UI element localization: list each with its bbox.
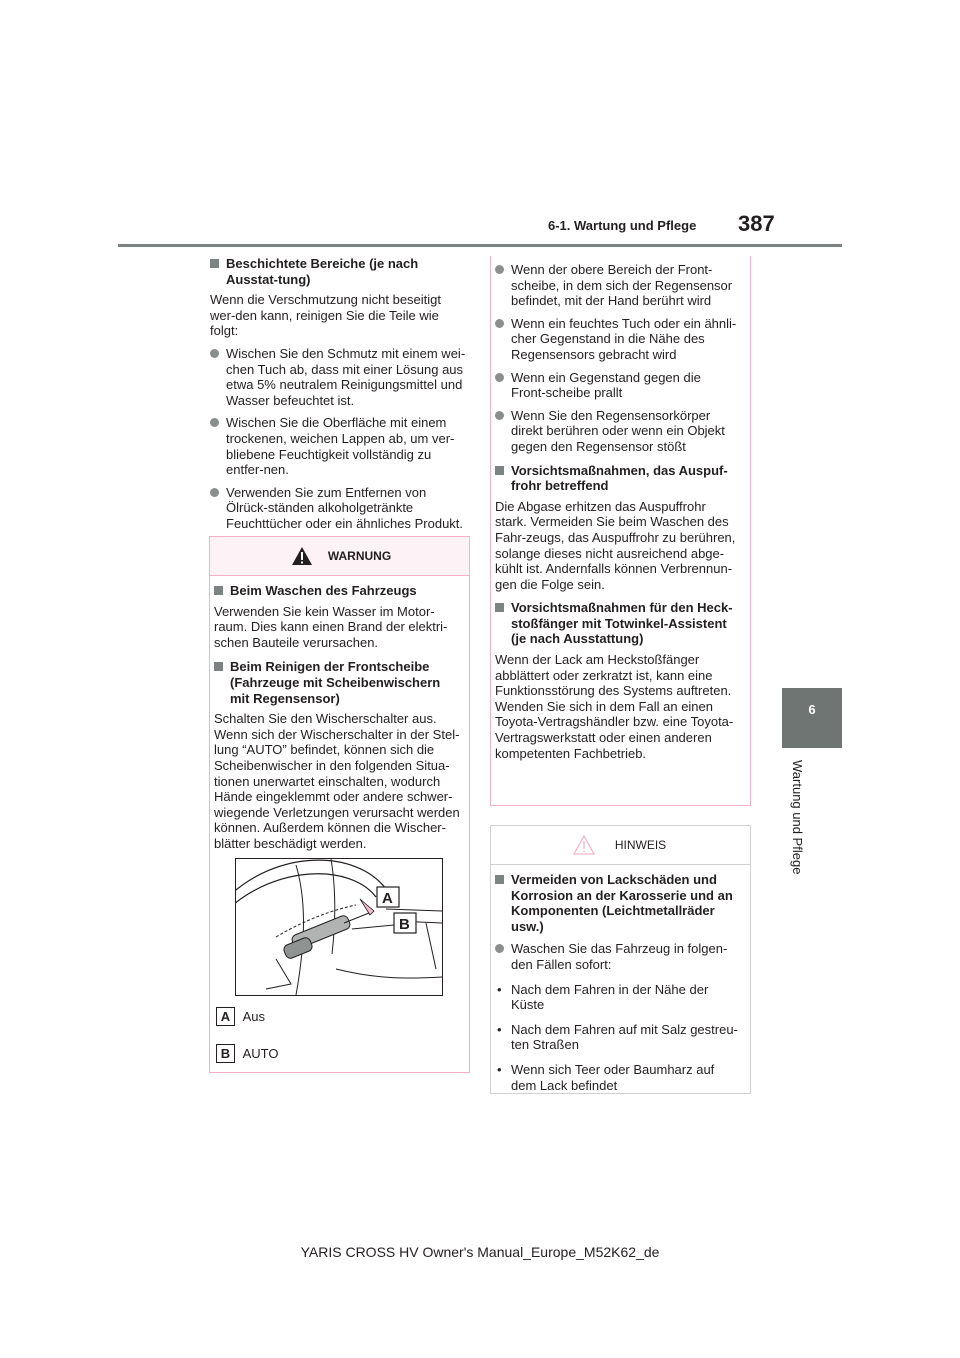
list-item: • Wenn sich Teer oder Baumharz auf dem Lack befindet [497, 1061, 715, 1093]
square-bullet-icon [495, 466, 504, 475]
svg-text:A: A [382, 890, 393, 907]
warning-continued-content [495, 262, 739, 761]
round-bullet-icon [495, 319, 504, 328]
notice-box [490, 825, 751, 1094]
list-item: Waschen Sie das Fahrzeug in folgen-den Fällen sofort: [495, 941, 741, 972]
round-bullet-icon [210, 418, 219, 427]
square-bullet-icon [214, 586, 223, 595]
list-item: Wischen Sie den Schmutz mit einem wei-chen Tuch ab, dass mit einer Lösung aus etwa 5% neutralem Reinigungsmittel und Wasser befeuchtet ist. [210, 346, 468, 408]
square-bullet-icon [495, 875, 504, 884]
svg-text:B: B [399, 916, 410, 933]
legend-text-a: Aus [242, 1009, 266, 1024]
list-item: Wenn Sie den Regensensorkörper direkt berühren oder wenn ein Objekt gegen den Regensensor stößt [495, 408, 739, 455]
warning-heading-bumper: Vorsichtsmaßnahmen für den Heck-stoßfänger mit Totwinkel-Assistent (je nach Ausstattung) [495, 600, 739, 647]
warning-box [209, 536, 470, 1073]
warning-heading-exhaust: Vorsichtsmaßnahmen, das Auspuf-frohr betreffend [495, 463, 739, 494]
section-heading-coated: Beschichtete Bereiche (je nach Ausstat-tung) [210, 256, 468, 287]
notice-content [495, 872, 741, 1093]
list-item: • Nach dem Fahren auf mit Salz gestreu-ten Straßen [497, 1021, 738, 1053]
warning-header [210, 537, 469, 576]
list-item: Wenn ein feuchtes Tuch oder ein ähnli-cher Gegenstand in die Nähe des Regensensors gebracht wird [495, 316, 739, 363]
warning-heading-washing: Beim Waschen des Fahrzeugs [214, 583, 462, 599]
legend-item-a [216, 1007, 265, 1026]
dash-bullet-icon: • [497, 1021, 502, 1037]
warning-text-washing: Verwenden Sie kein Wasser im Motor-raum. Dies kann einen Brand der elektri-schen Bauteile verursachen. [214, 603, 448, 650]
dash-bullet-icon: • [497, 1061, 502, 1077]
round-bullet-icon [495, 944, 504, 953]
page-number: 387 [738, 211, 775, 236]
warning-heading-windshield: Beim Reinigen der Frontscheibe (Fahrzeuge mit Scheibenwischern mit Regensensor) [214, 659, 462, 706]
legend-text-b: AUTO [242, 1046, 279, 1061]
notice-heading: Vermeiden von Lackschäden und Korrosion an der Karosserie und an Komponenten (Leichtmetallräder usw.) [495, 872, 741, 934]
wiper-lever-drawing [236, 859, 442, 995]
legend-tag-b: B [216, 1044, 235, 1063]
legend-tag-a: A [216, 1007, 235, 1026]
chapter-label: Wartung und Pflege [790, 760, 805, 875]
wiper-switch-illustration [235, 858, 443, 996]
list-item: • Nach dem Fahren in der Nähe der Küste [497, 981, 709, 1013]
square-bullet-icon [495, 603, 504, 612]
dash-bullet-icon: • [497, 981, 502, 997]
left-column [210, 256, 468, 532]
warning-title: WARNUNG [327, 549, 392, 563]
chapter-tab: 6 [782, 688, 842, 748]
round-bullet-icon [495, 411, 504, 420]
square-bullet-icon [214, 662, 223, 671]
warning-content [214, 583, 462, 852]
warning-text-exhaust: Die Abgase erhitzen das Auspuffrohr stark. Vermeiden Sie beim Waschen des Fahr-zeugs, das Auspuffrohr zu berühren, solange dieses nicht ausreichend abge-kühlt ist. Andernfalls können Verbrennun-gen die Folge sein. [495, 498, 736, 592]
notice-title: HINWEIS [614, 838, 667, 852]
round-bullet-icon [495, 265, 504, 274]
round-bullet-icon [210, 488, 219, 497]
round-bullet-icon [495, 373, 504, 382]
notice-header [491, 826, 750, 865]
list-item: Verwenden Sie zum Entfernen von Ölrück-ständen alkoholgetränkte Feuchttücher oder ein ähnliches Produkt. [210, 485, 468, 532]
section-title: 6-1. Wartung und Pflege [548, 218, 697, 233]
warning-text-bumper: Wenn der Lack am Heckstoßfänger abblättert oder zerkratzt ist, kann eine Funktionsstörung des Systems auftreten. Wenden Sie sich in dem Fall an einen Toyota-Vertragshändler bzw. eine Toyota-Vertragswerkstatt oder einen anderen kompetenten Fachbetrieb. [495, 652, 734, 761]
header-rule [118, 244, 842, 247]
list-item: Wischen Sie die Oberfläche mit einem trockenen, weichen Lappen ab, um ver-bliebene Feuchtigkeit vollständig zu entfer-nen. [210, 415, 468, 477]
list-item: Wenn ein Gegenstand gegen die Front-scheibe prallt [495, 370, 739, 401]
legend-item-b [216, 1044, 279, 1063]
footer-manual-id: YARIS CROSS HV Owner's Manual_Europe_M52K62_de [300, 1244, 660, 1260]
round-bullet-icon [210, 349, 219, 358]
warning-box-continued [490, 256, 751, 806]
list-item: Wenn der obere Bereich der Front-scheibe, in dem sich der Regensensor befindet, mit der Hand berührt wird [495, 262, 739, 309]
warning-text-windshield: Schalten Sie den Wischerschalter aus. Wenn sich der Wischerschalter in der Stel-lung “AUTO” befindet, können sich die Scheibenwischer in den folgenden Situa-tionen unerwartet einschalten, wodurch Hände eingeklemmt oder andere schwer-wiegende Verletzungen verursacht werden können. Außerdem können die Wischer-blätter beschädigt werden. [214, 711, 460, 851]
paragraph-intro: Wenn die Verschmutzung nicht beseitigt wer-den kann, reinigen Sie die Teile wie folgt: [210, 292, 442, 339]
square-bullet-icon [210, 259, 219, 268]
